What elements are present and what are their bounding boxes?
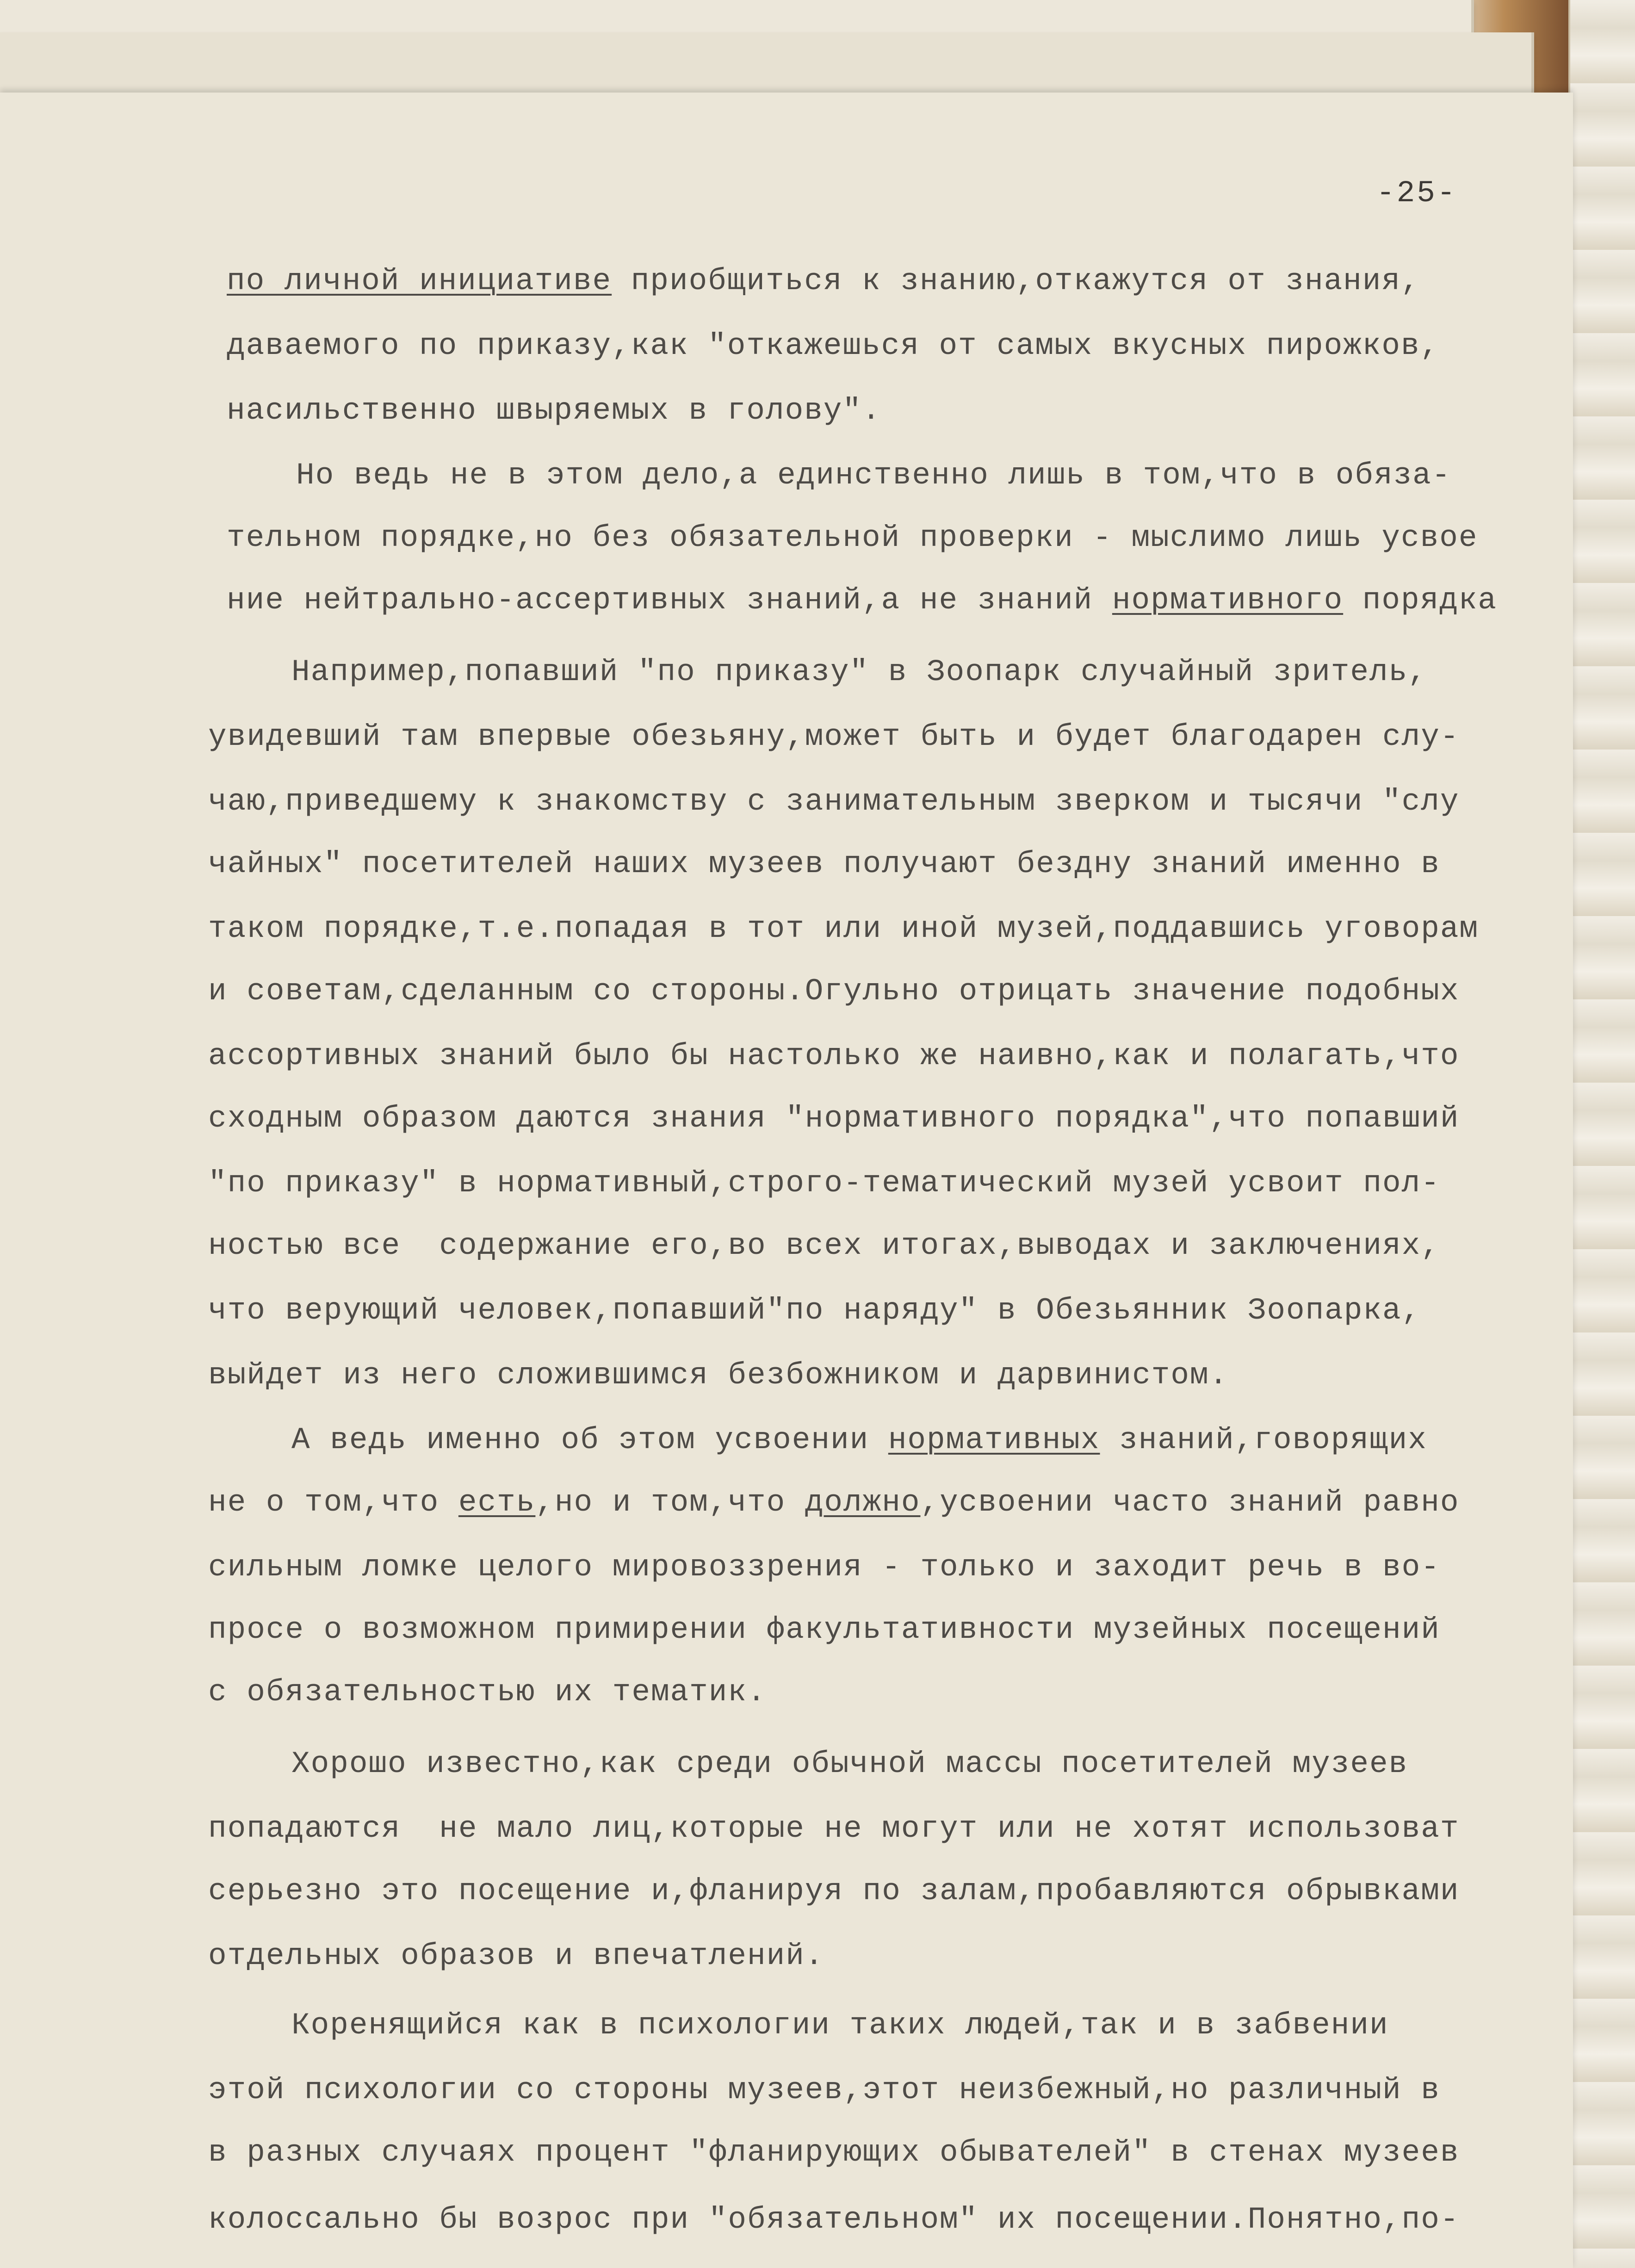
text-line: [291, 2008, 1389, 2043]
text-segment: сильным ломке целого мировоззрения - только и заходит речь в во-: [208, 1550, 1440, 1585]
text-line: [208, 1039, 1459, 1073]
text-segment: что верующий человек,попавший"по наряду" в Обезьянник Зоопарка,: [208, 1293, 1421, 1328]
text-line: [296, 458, 1451, 493]
text-segment: "по приказу" в нормативный,строго-тематический музей усвоит пол-: [208, 1166, 1440, 1201]
text-segment: в разных случаях процент "фланирующих обывателей" в стенах музеев: [208, 2135, 1460, 2170]
text-line: [208, 847, 1440, 881]
text-segment: тельном порядке,но без обязательной проверки - мыслимо лишь усвое: [227, 521, 1478, 555]
text-segment: чайных" посетителей наших музеев получают бездну знаний именно в: [208, 847, 1440, 881]
text-segment: Например,попавший "по приказу" в Зоопарк случайный зритель,: [291, 655, 1427, 689]
text-segment: выйдет из него сложившимся безбожником и дарвинистом.: [208, 1358, 1229, 1393]
text-line: [227, 583, 1497, 618]
text-segment: попадаются не мало лиц,которые не могут или не хотят использоват: [208, 1811, 1460, 1846]
text-line: [291, 1423, 1427, 1457]
stacked-paper-edge: [1568, 0, 1635, 2268]
text-line: [227, 264, 1420, 298]
text-line: [208, 1811, 1459, 1846]
text-line: [208, 2202, 1459, 2237]
text-segment: чаю,приведшему к знакомству с занимательным зверком и тысячи "слу: [208, 784, 1460, 819]
text-line: [291, 655, 1427, 689]
text-line: [208, 1228, 1440, 1263]
page-number: -25-: [1376, 176, 1457, 211]
text-segment: не о том,что: [208, 1485, 458, 1520]
text-segment: колоссально бы возрос при "обязательном" их посещении.Понятно,по-: [208, 2202, 1460, 2237]
text-line: [208, 1550, 1440, 1585]
text-segment: ние нейтрально-ассертивных знаний,а не знаний: [227, 583, 1112, 618]
underlined-text: нормативных: [888, 1423, 1100, 1457]
text-segment: насильственно швыряемых в голову".: [227, 393, 881, 428]
text-line: [208, 1612, 1440, 1647]
typewritten-page: [0, 93, 1573, 2268]
text-segment: ,но и том,что: [535, 1485, 805, 1520]
underlined-text: есть: [458, 1485, 536, 1520]
text-segment: отдельных образов и впечатлений.: [208, 1939, 824, 1973]
text-segment: увидевший там впервые обезьяну,может быть и будет благодарен слу-: [208, 719, 1460, 754]
text-segment: таком порядке,т.е.попадая в тот или иной музей,поддавшись уговорам: [208, 911, 1479, 946]
underlined-text: по личной инициативе: [227, 264, 612, 298]
text-line: [208, 974, 1459, 1009]
text-line: [227, 393, 881, 428]
text-segment: ,усвоении часто знаний равно: [920, 1485, 1460, 1520]
text-line: [227, 521, 1478, 555]
text-line: [208, 1939, 824, 1973]
text-segment: приобщиться к знанию,откажутся от знания,: [612, 264, 1420, 298]
text-segment: Коренящийся как в психологии таких людей,так и в забвении: [291, 2008, 1389, 2043]
text-segment: А ведь именно об этом усвоении: [291, 1423, 888, 1457]
text-segment: этой психологии со стороны музеев,этот неизбежный,но различный в: [208, 2073, 1440, 2107]
text-segment: знаний,говорящих: [1100, 1423, 1427, 1457]
text-segment: и советам,сделанным со стороны.Огульно отрицать значение подобных: [208, 974, 1460, 1009]
text-line: [208, 784, 1459, 819]
text-line: [208, 911, 1479, 946]
text-segment: порядка: [1343, 583, 1498, 618]
text-line: [208, 1101, 1459, 1136]
underlined-text: нормативного: [1112, 583, 1344, 618]
text-line: [208, 2073, 1440, 2107]
text-line: [227, 328, 1439, 363]
back-sheet: [0, 32, 1534, 93]
text-segment: просе о возможном примирении факультативности музейных посещений: [208, 1612, 1440, 1647]
text-line: [208, 1166, 1440, 1201]
text-line: [208, 1293, 1421, 1328]
text-segment: серьезно это посещение и,фланируя по залам,пробавляются обрывками: [208, 1874, 1460, 1909]
underlined-text: должно: [805, 1485, 921, 1520]
text-segment: сходным образом даются знания "нормативного порядка",что попавший: [208, 1101, 1460, 1136]
text-line: [208, 1874, 1459, 1909]
text-segment: ностью все содержание его,во всех итогах,выводах и заключениях,: [208, 1228, 1440, 1263]
text-line: [208, 1675, 767, 1710]
text-line: [208, 719, 1459, 754]
text-segment: с обязательностью их тематик.: [208, 1675, 767, 1710]
text-line: [291, 1747, 1408, 1781]
text-line: [208, 1358, 1228, 1393]
text-segment: Хорошо известно,как среди обычной массы посетителей музеев: [291, 1747, 1408, 1781]
text-segment: даваемого по приказу,как "откажешься от самых вкусных пирожков,: [227, 328, 1440, 363]
text-line: [208, 2135, 1459, 2170]
text-segment: Но ведь не в этом дело,а единственно лишь в том,что в обяза-: [296, 458, 1451, 493]
text-line: [208, 1485, 1459, 1520]
text-segment: ассортивных знаний было бы настолько же наивно,как и полагать,что: [208, 1039, 1460, 1073]
